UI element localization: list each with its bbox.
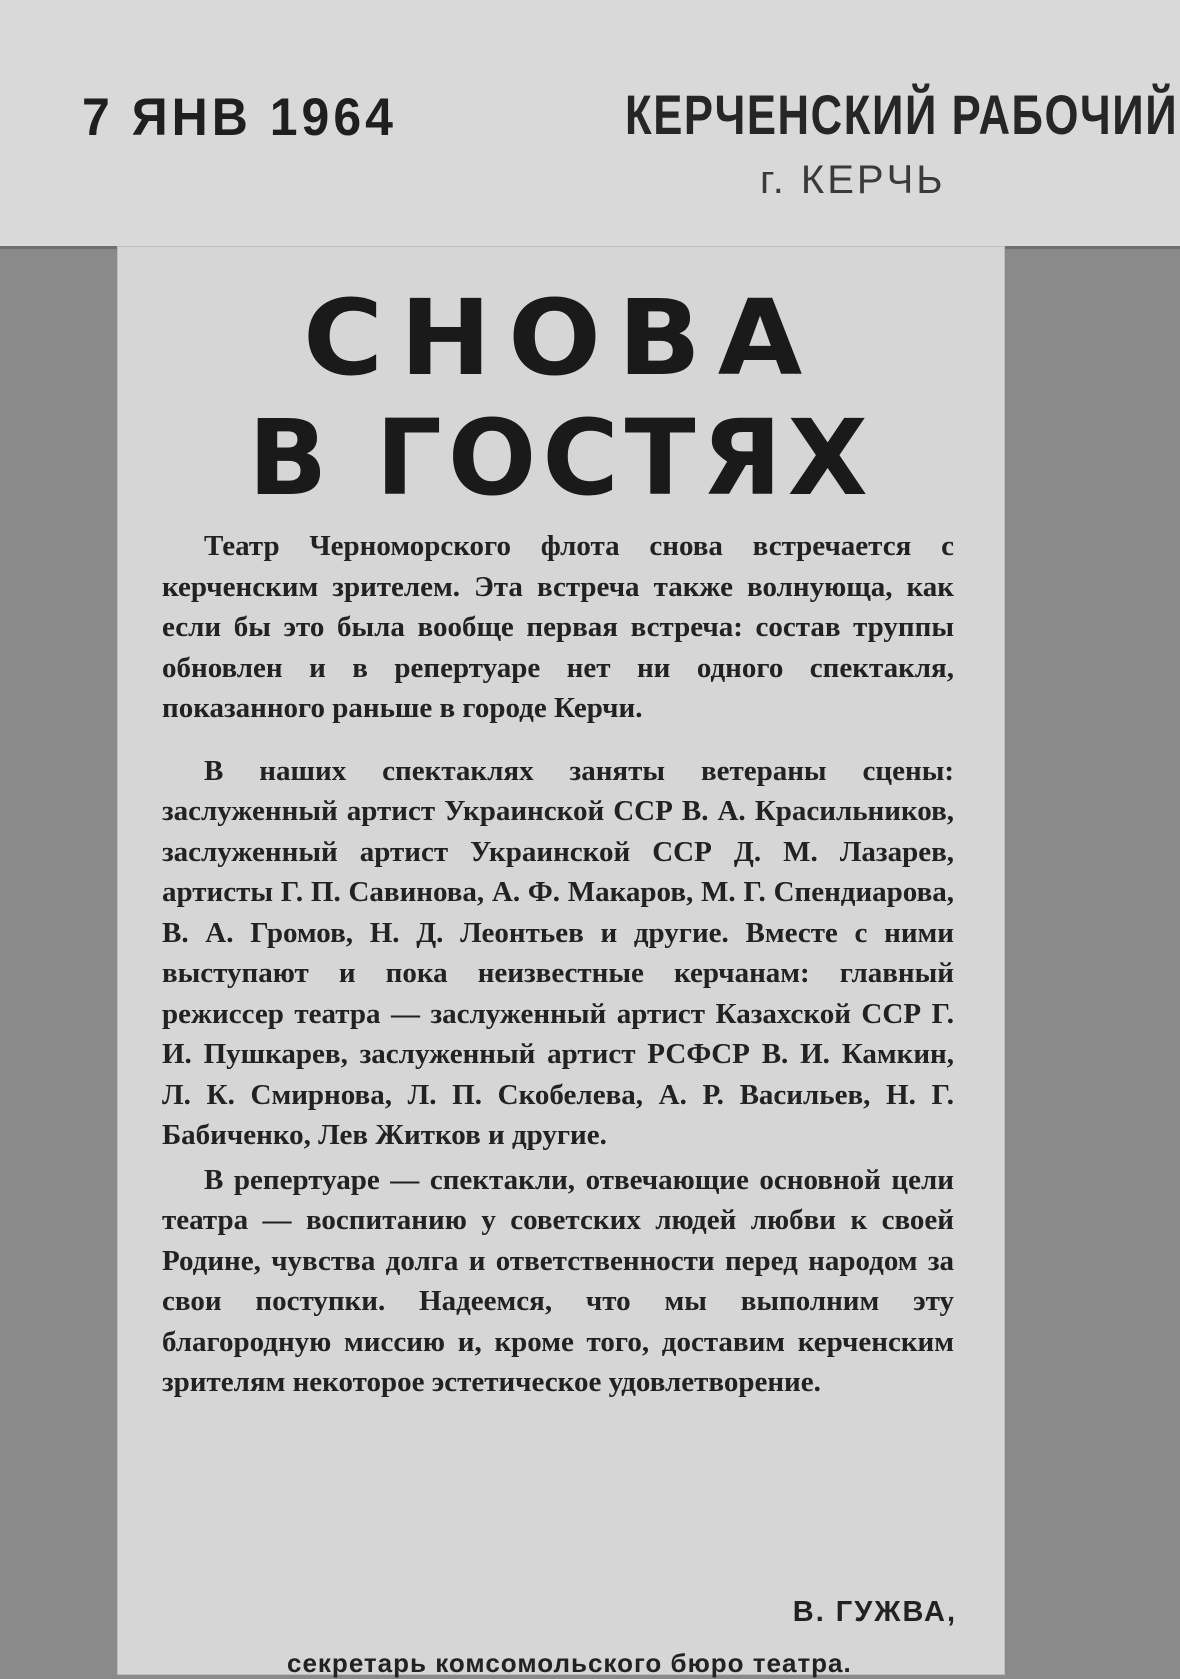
author-role: секретарь комсомольского бюро театра. — [287, 1648, 852, 1678]
clipping-header-strip — [0, 0, 1180, 249]
article-body — [162, 526, 954, 1403]
newspaper-name-stamp: КЕРЧЕНСКИЙ РАБОЧИЙ — [625, 83, 1179, 146]
city-stamp: г. КЕРЧЬ — [760, 158, 946, 202]
author-signature: В. ГУЖВА, — [792, 1596, 957, 1628]
newspaper-clipping — [117, 246, 1005, 1678]
article-paragraph: Театр Черноморского флота снова встречается с керченским зрителем. Эта встреча также волнующа, как если бы это была вообще первая встреча: состав труппы обновлен и в репертуаре нет ни одного спектакля, показанного раньше в городе Керчи. — [162, 530, 954, 724]
headline-line-2: В ГОСТЯХ — [248, 397, 874, 519]
headline-line-1: СНОВА — [302, 277, 820, 399]
date-stamp: 7 ЯНВ 1964 — [82, 87, 397, 147]
article-paragraph: В репертуаре — спектакли, отвечающие основной цели театра — воспитанию у советских людей любви к своей Родине, чувства долга и ответственности перед народом за свои поступки. Надеемся, что мы выполним эту благородную миссию и, кроме того, доставим керченским зрителям некоторое эстетическое удовлетворение. — [162, 1163, 954, 1398]
article-paragraph: В наших спектаклях заняты ветераны сцены: заслуженный артист Украинской ССР В. А. Красильников, заслуженный артист Украинской ССР Д. М. Лазарев, артисты Г. П. Савинова, А. Ф. Макаров, М. Г. Спендиарова, В. А. Громов, Н. Д. Леонтьев и другие. Вместе с ними выступают и пока неизвестные керчанам: главный режиссер театра — заслуженный артист Казахской ССР Г. И. Пушкарев, заслуженный артист РСФСР В. И. Камкин, Л. К. Смирнова, Л. П. Скобелева, А. Р. Васильев, Н. Г. Бабиченко, Лев Житков и другие. — [162, 754, 954, 1151]
